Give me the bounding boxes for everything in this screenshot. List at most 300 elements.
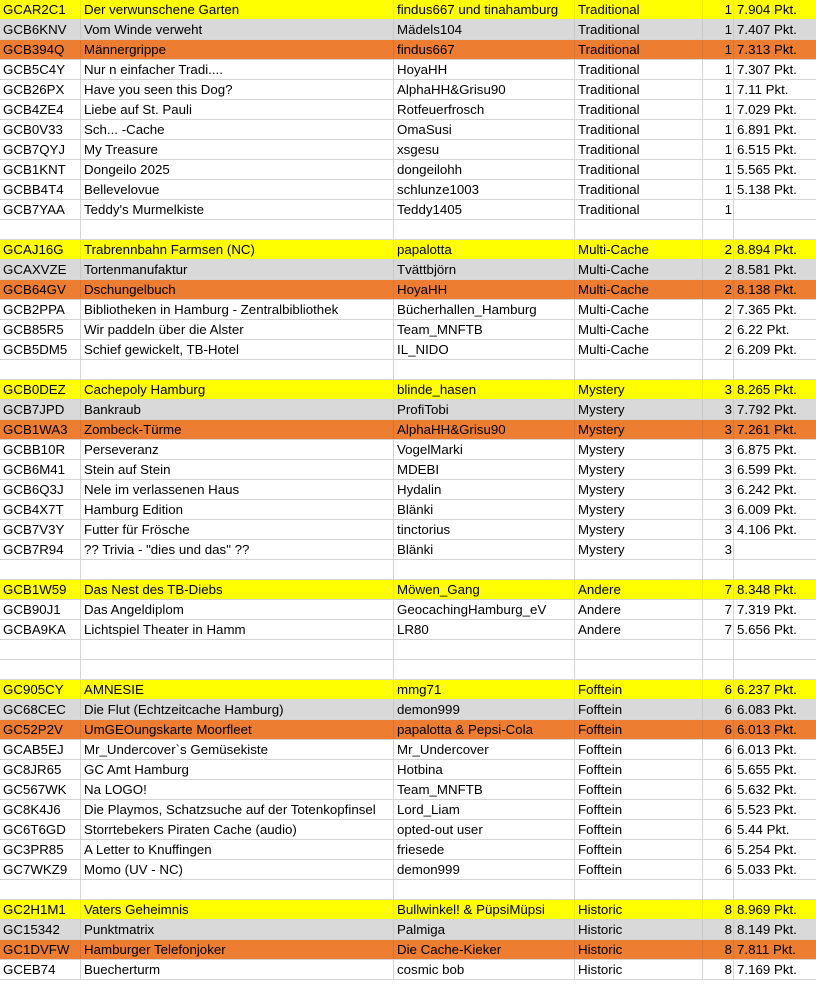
category-number-cell[interactable]: 6 (703, 800, 734, 819)
owner-cell[interactable]: Lord_Liam (394, 800, 575, 819)
category-number-cell[interactable]: 6 (703, 820, 734, 839)
points-cell[interactable]: 6.22 Pkt. (737, 322, 790, 337)
table-row[interactable] (0, 280, 816, 300)
cache-name-cell[interactable]: GC Amt Hamburg (81, 760, 394, 779)
cache-code-cell[interactable] (0, 220, 81, 239)
category-number-cell[interactable]: 3 (703, 440, 734, 459)
cache-name-cell[interactable]: Die Flut (Echtzeitcache Hamburg) (81, 700, 394, 719)
category-number-cell[interactable]: 6 (703, 760, 734, 779)
points-cell[interactable]: 5.656 Pkt. (737, 622, 797, 637)
cache-type-cell[interactable]: Traditional (575, 160, 703, 179)
cache-type-cell[interactable]: Fofftein (575, 840, 703, 859)
table-row[interactable] (0, 60, 816, 80)
table-row[interactable] (0, 820, 816, 840)
category-number-cell[interactable]: 3 (703, 500, 734, 519)
owner-cell[interactable] (394, 880, 575, 899)
cache-code-cell[interactable]: GCB7YAA (0, 200, 81, 219)
category-number-cell[interactable]: 2 (703, 260, 734, 279)
points-cell[interactable]: 6.237 Pkt. (737, 682, 797, 697)
points-cell[interactable]: 8.581 Pkt. (737, 262, 797, 277)
category-number-cell[interactable] (703, 640, 734, 659)
cache-name-cell[interactable]: Bibliotheken in Hamburg - Zentralbibliothek (81, 300, 394, 319)
category-number-cell[interactable]: 1 (703, 20, 734, 39)
points-cell[interactable]: 6.891 Pkt. (737, 122, 797, 137)
table-row[interactable] (0, 460, 816, 480)
points-cell[interactable]: 7.319 Pkt. (737, 602, 797, 617)
cache-type-cell[interactable]: Multi-Cache (575, 280, 703, 299)
owner-cell[interactable]: HoyaHH (394, 280, 575, 299)
cache-type-cell[interactable]: Multi-Cache (575, 340, 703, 359)
owner-cell[interactable]: Die Cache-Kieker (394, 940, 575, 959)
cache-type-cell[interactable]: Traditional (575, 0, 703, 19)
points-cell[interactable]: 6.875 Pkt. (737, 442, 797, 457)
points-cell[interactable]: 6.242 Pkt. (737, 482, 797, 497)
table-row[interactable] (0, 940, 816, 960)
category-number-cell[interactable]: 3 (703, 400, 734, 419)
cache-type-cell[interactable]: Traditional (575, 180, 703, 199)
owner-cell[interactable]: blinde_hasen (394, 380, 575, 399)
cache-type-cell[interactable]: Historic (575, 960, 703, 979)
owner-cell[interactable]: LR80 (394, 620, 575, 639)
category-number-cell[interactable]: 1 (703, 60, 734, 79)
points-cell[interactable]: 8.138 Pkt. (737, 282, 797, 297)
points-cell[interactable]: 5.033 Pkt. (737, 862, 797, 877)
cache-name-cell[interactable]: Hamburg Edition (81, 500, 394, 519)
cache-type-cell[interactable]: Mystery (575, 480, 703, 499)
cache-code-cell[interactable]: GCB0DEZ (0, 380, 81, 399)
cache-name-cell[interactable]: Futter für Frösche (81, 520, 394, 539)
cache-type-cell[interactable]: Andere (575, 580, 703, 599)
cache-type-cell[interactable]: Traditional (575, 20, 703, 39)
category-number-cell[interactable]: 6 (703, 720, 734, 739)
cache-code-cell[interactable]: GCB5DM5 (0, 340, 81, 359)
cache-name-cell[interactable]: Mr_Undercover`s Gemüsekiste (81, 740, 394, 759)
owner-cell[interactable] (394, 640, 575, 659)
cache-code-cell[interactable]: GCB7R94 (0, 540, 81, 559)
category-number-cell[interactable]: 3 (703, 460, 734, 479)
table-row[interactable] (0, 600, 816, 620)
table-row[interactable] (0, 760, 816, 780)
cache-name-cell[interactable]: Nur n einfacher Tradi.... (81, 60, 394, 79)
table-row[interactable] (0, 680, 816, 700)
cache-code-cell[interactable]: GCBB4T4 (0, 180, 81, 199)
points-cell[interactable]: 7.11 Pkt. (737, 82, 789, 97)
category-number-cell[interactable]: 3 (703, 520, 734, 539)
cache-type-cell[interactable]: Mystery (575, 500, 703, 519)
points-cell[interactable] (734, 360, 816, 379)
cache-code-cell[interactable]: GCAB5EJ (0, 740, 81, 759)
cache-type-cell[interactable]: Multi-Cache (575, 300, 703, 319)
table-row[interactable] (0, 380, 816, 400)
cache-type-cell[interactable]: Historic (575, 900, 703, 919)
table-row[interactable] (0, 400, 816, 420)
points-cell[interactable]: 6.515 Pkt. (737, 142, 797, 157)
cache-code-cell[interactable]: GCB6KNV (0, 20, 81, 39)
cache-name-cell[interactable]: Das Angeldiplom (81, 600, 394, 619)
category-number-cell[interactable]: 7 (703, 620, 734, 639)
cache-type-cell[interactable]: Fofftein (575, 820, 703, 839)
cache-type-cell[interactable]: Fofftein (575, 700, 703, 719)
owner-cell[interactable]: opted-out user (394, 820, 575, 839)
cache-code-cell[interactable]: GC52P2V (0, 720, 81, 739)
blank-row[interactable] (0, 640, 816, 660)
table-row[interactable] (0, 520, 816, 540)
cache-type-cell[interactable]: Mystery (575, 380, 703, 399)
table-row[interactable] (0, 200, 816, 220)
category-number-cell[interactable]: 3 (703, 480, 734, 499)
cache-code-cell[interactable]: GCBA9KA (0, 620, 81, 639)
points-cell[interactable] (734, 640, 816, 659)
cache-type-cell[interactable]: Fofftein (575, 740, 703, 759)
cache-code-cell[interactable]: GCB7QYJ (0, 140, 81, 159)
cache-name-cell[interactable]: Perseveranz (81, 440, 394, 459)
cache-type-cell[interactable]: Mystery (575, 440, 703, 459)
cache-type-cell[interactable] (575, 360, 703, 379)
cache-type-cell[interactable]: Historic (575, 920, 703, 939)
points-cell[interactable]: 7.365 Pkt. (737, 302, 797, 317)
owner-cell[interactable]: friesede (394, 840, 575, 859)
points-cell[interactable] (734, 200, 816, 219)
cache-type-cell[interactable]: Traditional (575, 120, 703, 139)
cache-name-cell[interactable]: Zombeck-Türme (81, 420, 394, 439)
table-row[interactable] (0, 40, 816, 60)
owner-cell[interactable]: demon999 (394, 700, 575, 719)
table-row[interactable] (0, 500, 816, 520)
cache-code-cell[interactable]: GCB1WA3 (0, 420, 81, 439)
points-cell[interactable]: 8.348 Pkt. (737, 582, 797, 597)
cache-name-cell[interactable]: Vaters Geheimnis (81, 900, 394, 919)
blank-row[interactable] (0, 220, 816, 240)
table-row[interactable] (0, 320, 816, 340)
points-cell[interactable]: 6.599 Pkt. (737, 462, 797, 477)
cache-code-cell[interactable]: GCB26PX (0, 80, 81, 99)
cache-name-cell[interactable]: My Treasure (81, 140, 394, 159)
cache-name-cell[interactable]: Na LOGO! (81, 780, 394, 799)
cache-name-cell[interactable] (81, 360, 394, 379)
table-row[interactable] (0, 100, 816, 120)
cache-type-cell[interactable]: Mystery (575, 520, 703, 539)
cache-code-cell[interactable]: GCB5C4Y (0, 60, 81, 79)
cache-type-cell[interactable]: Fofftein (575, 720, 703, 739)
cache-code-cell[interactable] (0, 360, 81, 379)
cache-name-cell[interactable]: Punktmatrix (81, 920, 394, 939)
category-number-cell[interactable]: 6 (703, 680, 734, 699)
cache-code-cell[interactable]: GCB90J1 (0, 600, 81, 619)
cache-code-cell[interactable]: GCAXVZE (0, 260, 81, 279)
points-cell[interactable]: 5.632 Pkt. (737, 782, 797, 797)
table-row[interactable] (0, 440, 816, 460)
points-cell[interactable]: 6.009 Pkt. (737, 502, 797, 517)
cache-name-cell[interactable]: Storrtebekers Piraten Cache (audio) (81, 820, 394, 839)
category-number-cell[interactable]: 1 (703, 160, 734, 179)
points-cell[interactable]: 7.792 Pkt. (737, 402, 797, 417)
cache-name-cell[interactable]: Buecherturm (81, 960, 394, 979)
owner-cell[interactable]: schlunze1003 (394, 180, 575, 199)
points-cell[interactable] (734, 660, 816, 679)
category-number-cell[interactable]: 7 (703, 600, 734, 619)
cache-type-cell[interactable]: Multi-Cache (575, 240, 703, 259)
cache-code-cell[interactable]: GCB6Q3J (0, 480, 81, 499)
owner-cell[interactable]: xsgesu (394, 140, 575, 159)
cache-name-cell[interactable]: Sch... -Cache (81, 120, 394, 139)
cache-type-cell[interactable]: Historic (575, 940, 703, 959)
owner-cell[interactable]: VogelMarki (394, 440, 575, 459)
cache-code-cell[interactable]: GC68CEC (0, 700, 81, 719)
cache-name-cell[interactable]: Lichtspiel Theater in Hamm (81, 620, 394, 639)
points-cell[interactable]: 6.013 Pkt. (737, 722, 797, 737)
table-row[interactable] (0, 80, 816, 100)
category-number-cell[interactable]: 6 (703, 780, 734, 799)
category-number-cell[interactable]: 8 (703, 920, 734, 939)
cache-code-cell[interactable]: GC8JR65 (0, 760, 81, 779)
table-row[interactable] (0, 800, 816, 820)
table-row[interactable] (0, 20, 816, 40)
cache-code-cell[interactable] (0, 880, 81, 899)
points-cell[interactable]: 6.013 Pkt. (737, 742, 797, 757)
cache-type-cell[interactable]: Fofftein (575, 800, 703, 819)
table-row[interactable] (0, 140, 816, 160)
owner-cell[interactable]: ProfiTobi (394, 400, 575, 419)
points-cell[interactable]: 8.149 Pkt. (737, 922, 797, 937)
cache-type-cell[interactable]: Traditional (575, 100, 703, 119)
cache-code-cell[interactable]: GCEB74 (0, 960, 81, 979)
table-row[interactable] (0, 960, 816, 980)
category-number-cell[interactable]: 1 (703, 140, 734, 159)
cache-type-cell[interactable]: Mystery (575, 400, 703, 419)
category-number-cell[interactable]: 2 (703, 320, 734, 339)
cache-code-cell[interactable]: GCB1KNT (0, 160, 81, 179)
cache-type-cell[interactable]: Traditional (575, 40, 703, 59)
table-row[interactable] (0, 780, 816, 800)
cache-name-cell[interactable] (81, 880, 394, 899)
owner-cell[interactable] (394, 560, 575, 579)
owner-cell[interactable] (394, 220, 575, 239)
cache-type-cell[interactable]: Fofftein (575, 680, 703, 699)
owner-cell[interactable]: mmg71 (394, 680, 575, 699)
owner-cell[interactable] (394, 360, 575, 379)
cache-code-cell[interactable]: GCB7V3Y (0, 520, 81, 539)
category-number-cell[interactable]: 1 (703, 120, 734, 139)
cache-name-cell[interactable]: Die Playmos, Schatzsuche auf der Totenkopfinsel (81, 800, 394, 819)
owner-cell[interactable]: findus667 (394, 40, 575, 59)
cache-type-cell[interactable] (575, 220, 703, 239)
cache-code-cell[interactable]: GC905CY (0, 680, 81, 699)
points-cell[interactable]: 7.313 Pkt. (737, 42, 797, 57)
cache-type-cell[interactable]: Traditional (575, 60, 703, 79)
points-cell[interactable]: 8.894 Pkt. (737, 242, 797, 257)
cache-code-cell[interactable]: GCB85R5 (0, 320, 81, 339)
cache-type-cell[interactable]: Fofftein (575, 780, 703, 799)
cache-name-cell[interactable]: Stein auf Stein (81, 460, 394, 479)
owner-cell[interactable]: Möwen_Gang (394, 580, 575, 599)
table-row[interactable] (0, 340, 816, 360)
cache-type-cell[interactable]: Traditional (575, 80, 703, 99)
cache-name-cell[interactable]: Bankraub (81, 400, 394, 419)
points-cell[interactable]: 7.261 Pkt. (737, 422, 797, 437)
cache-type-cell[interactable]: Mystery (575, 420, 703, 439)
table-row[interactable] (0, 720, 816, 740)
cache-type-cell[interactable]: Traditional (575, 200, 703, 219)
points-cell[interactable]: 7.407 Pkt. (737, 22, 797, 37)
category-number-cell[interactable]: 1 (703, 180, 734, 199)
category-number-cell[interactable]: 2 (703, 300, 734, 319)
cache-name-cell[interactable]: Dongeilo 2025 (81, 160, 394, 179)
cache-name-cell[interactable]: Trabrennbahn Farmsen (NC) (81, 240, 394, 259)
table-row[interactable] (0, 900, 816, 920)
points-cell[interactable]: 5.565 Pkt. (737, 162, 797, 177)
cache-code-cell[interactable]: GC3PR85 (0, 840, 81, 859)
cache-code-cell[interactable]: GCB394Q (0, 40, 81, 59)
owner-cell[interactable]: Teddy1405 (394, 200, 575, 219)
table-row[interactable] (0, 620, 816, 640)
cache-name-cell[interactable] (81, 640, 394, 659)
owner-cell[interactable]: dongeilohh (394, 160, 575, 179)
points-cell[interactable] (734, 540, 816, 559)
category-number-cell[interactable]: 2 (703, 340, 734, 359)
table-row[interactable] (0, 700, 816, 720)
points-cell[interactable]: 6.209 Pkt. (737, 342, 797, 357)
blank-row[interactable] (0, 880, 816, 900)
cache-code-cell[interactable]: GC1DVFW (0, 940, 81, 959)
owner-cell[interactable]: Tvättbjörn (394, 260, 575, 279)
owner-cell[interactable]: Mr_Undercover (394, 740, 575, 759)
owner-cell[interactable]: findus667 und tinahamburg (394, 0, 575, 19)
owner-cell[interactable]: Blänki (394, 540, 575, 559)
cache-code-cell[interactable]: GC7WKZ9 (0, 860, 81, 879)
cache-code-cell[interactable]: GC2H1M1 (0, 900, 81, 919)
cache-type-cell[interactable] (575, 880, 703, 899)
owner-cell[interactable]: Hydalin (394, 480, 575, 499)
blank-row[interactable] (0, 660, 816, 680)
owner-cell[interactable]: Blänki (394, 500, 575, 519)
category-number-cell[interactable]: 7 (703, 580, 734, 599)
owner-cell[interactable]: Team_MNFTB (394, 780, 575, 799)
category-number-cell[interactable]: 3 (703, 420, 734, 439)
points-cell[interactable]: 5.655 Pkt. (737, 762, 797, 777)
cache-type-cell[interactable] (575, 640, 703, 659)
category-number-cell[interactable]: 1 (703, 200, 734, 219)
owner-cell[interactable]: cosmic bob (394, 960, 575, 979)
category-number-cell[interactable]: 6 (703, 740, 734, 759)
cache-name-cell[interactable]: Wir paddeln über die Alster (81, 320, 394, 339)
owner-cell[interactable]: Hotbina (394, 760, 575, 779)
owner-cell[interactable]: tinctorius (394, 520, 575, 539)
cache-code-cell[interactable]: GCB0V33 (0, 120, 81, 139)
cache-code-cell[interactable] (0, 660, 81, 679)
points-cell[interactable]: 5.254 Pkt. (737, 842, 797, 857)
cache-name-cell[interactable]: Dschungelbuch (81, 280, 394, 299)
cache-name-cell[interactable]: Das Nest des TB-Diebs (81, 580, 394, 599)
points-cell[interactable]: 5.44 Pkt. (737, 822, 790, 837)
cache-code-cell[interactable] (0, 560, 81, 579)
category-number-cell[interactable]: 6 (703, 700, 734, 719)
cache-name-cell[interactable]: Momo (UV - NC) (81, 860, 394, 879)
points-cell[interactable]: 8.969 Pkt. (737, 902, 797, 917)
cache-name-cell[interactable]: Hamburger Telefonjoker (81, 940, 394, 959)
cache-code-cell[interactable]: GC8K4J6 (0, 800, 81, 819)
owner-cell[interactable]: AlphaHH&Grisu90 (394, 420, 575, 439)
category-number-cell[interactable]: 3 (703, 540, 734, 559)
category-number-cell[interactable]: 8 (703, 900, 734, 919)
owner-cell[interactable]: Bücherhallen_Hamburg (394, 300, 575, 319)
cache-type-cell[interactable] (575, 660, 703, 679)
cache-type-cell[interactable]: Mystery (575, 540, 703, 559)
cache-code-cell[interactable]: GC15342 (0, 920, 81, 939)
category-number-cell[interactable]: 1 (703, 80, 734, 99)
table-row[interactable] (0, 120, 816, 140)
table-row[interactable] (0, 920, 816, 940)
cache-name-cell[interactable]: Teddy's Murmelkiste (81, 200, 394, 219)
owner-cell[interactable]: Rotfeuerfrosch (394, 100, 575, 119)
owner-cell[interactable] (394, 660, 575, 679)
points-cell[interactable]: 7.307 Pkt. (737, 62, 797, 77)
cache-name-cell[interactable]: Have you seen this Dog? (81, 80, 394, 99)
cache-code-cell[interactable]: GCB4ZE4 (0, 100, 81, 119)
table-row[interactable] (0, 260, 816, 280)
cache-type-cell[interactable]: Fofftein (575, 860, 703, 879)
table-row[interactable] (0, 300, 816, 320)
category-number-cell[interactable] (703, 880, 734, 899)
cache-name-cell[interactable]: ?? Trivia - "dies und das" ?? (81, 540, 394, 559)
cache-name-cell[interactable]: UmGEOungskarte Moorfleet (81, 720, 394, 739)
cache-type-cell[interactable]: Multi-Cache (575, 260, 703, 279)
cache-name-cell[interactable] (81, 220, 394, 239)
cache-code-cell[interactable]: GCB1W59 (0, 580, 81, 599)
points-cell[interactable]: 6.083 Pkt. (737, 702, 797, 717)
cache-type-cell[interactable]: Multi-Cache (575, 320, 703, 339)
owner-cell[interactable]: Palmiga (394, 920, 575, 939)
cache-name-cell[interactable]: Vom Winde verweht (81, 20, 394, 39)
cache-name-cell[interactable]: Nele im verlassenen Haus (81, 480, 394, 499)
table-row[interactable] (0, 180, 816, 200)
cache-name-cell[interactable]: Liebe auf St. Pauli (81, 100, 394, 119)
points-cell[interactable] (734, 220, 816, 239)
category-number-cell[interactable] (703, 360, 734, 379)
points-cell[interactable] (734, 880, 816, 899)
owner-cell[interactable]: IL_NIDO (394, 340, 575, 359)
points-cell[interactable] (734, 560, 816, 579)
blank-row[interactable] (0, 560, 816, 580)
table-row[interactable] (0, 240, 816, 260)
owner-cell[interactable]: AlphaHH&Grisu90 (394, 80, 575, 99)
category-number-cell[interactable]: 2 (703, 280, 734, 299)
points-cell[interactable]: 4.106 Pkt. (737, 522, 797, 537)
cache-name-cell[interactable]: AMNESIE (81, 680, 394, 699)
category-number-cell[interactable] (703, 220, 734, 239)
table-row[interactable] (0, 860, 816, 880)
cache-code-cell[interactable] (0, 640, 81, 659)
cache-code-cell[interactable]: GCAR2C1 (0, 0, 81, 19)
cache-name-cell[interactable]: Der verwunschene Garten (81, 0, 394, 19)
points-cell[interactable]: 7.811 Pkt. (737, 942, 796, 957)
owner-cell[interactable]: OmaSusi (394, 120, 575, 139)
points-cell[interactable]: 7.904 Pkt. (737, 2, 797, 17)
cache-name-cell[interactable]: Männergrippe (81, 40, 394, 59)
category-number-cell[interactable]: 8 (703, 960, 734, 979)
cache-code-cell[interactable]: GCB7JPD (0, 400, 81, 419)
category-number-cell[interactable]: 8 (703, 940, 734, 959)
points-cell[interactable]: 8.265 Pkt. (737, 382, 797, 397)
table-row[interactable] (0, 540, 816, 560)
owner-cell[interactable]: papalotta & Pepsi-Cola (394, 720, 575, 739)
table-row[interactable] (0, 840, 816, 860)
cache-name-cell[interactable]: A Letter to Knuffingen (81, 840, 394, 859)
points-cell[interactable]: 5.523 Pkt. (737, 802, 797, 817)
cache-code-cell[interactable]: GCB4X7T (0, 500, 81, 519)
cache-code-cell[interactable]: GCB6M41 (0, 460, 81, 479)
cache-code-cell[interactable]: GC6T6GD (0, 820, 81, 839)
cache-name-cell[interactable]: Cachepoly Hamburg (81, 380, 394, 399)
